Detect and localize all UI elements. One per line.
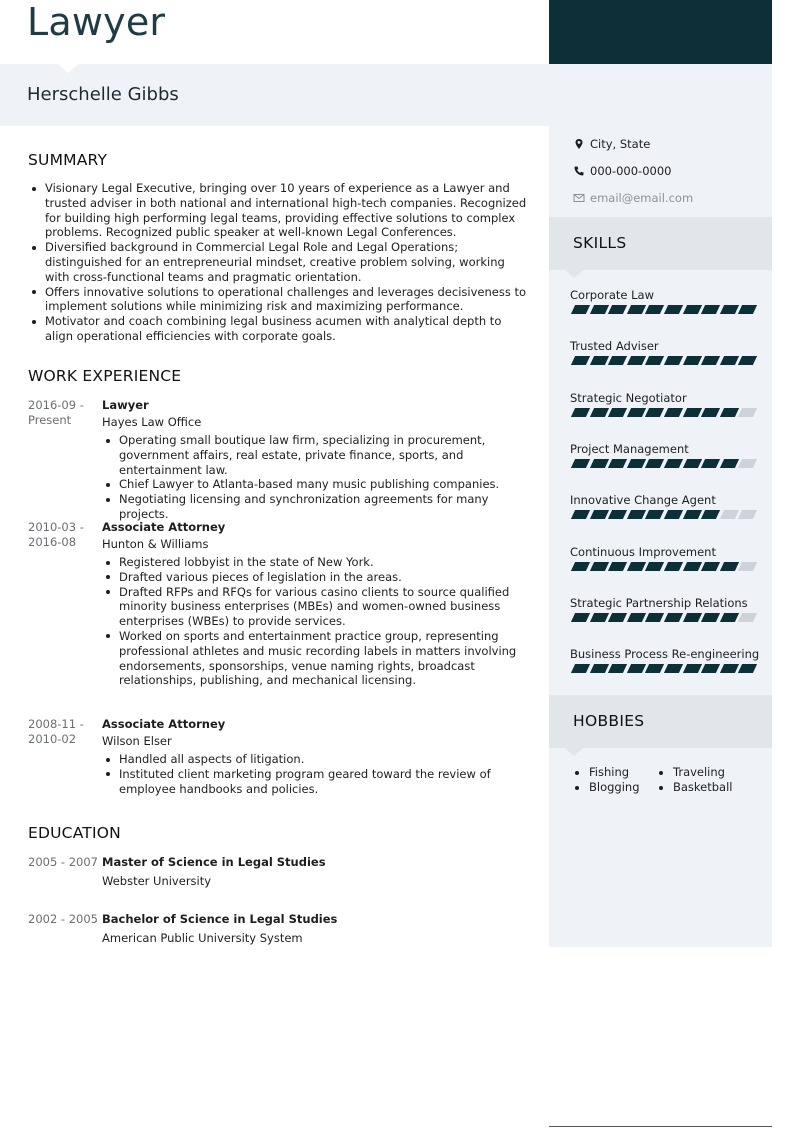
- location-text: City, State: [590, 137, 651, 151]
- skill-segment-filled: [664, 613, 683, 622]
- skill-segment-filled: [589, 510, 608, 519]
- work-bullet: Registered lobbyist in the state of New York.: [102, 555, 528, 570]
- contact-email[interactable]: [573, 191, 693, 205]
- work-experience-title: WORK EXPERIENCE: [28, 367, 182, 385]
- skills-header-notch: [565, 270, 583, 278]
- work-role: Associate Attorney: [102, 717, 226, 731]
- skill-segment-filled: [608, 408, 627, 417]
- skill-segment-filled: [645, 510, 664, 519]
- education-dates: 2002 - 2005: [28, 912, 98, 926]
- skill-segment-filled: [571, 613, 590, 622]
- skill-segment-filled: [701, 459, 720, 468]
- skill-segment-filled: [682, 562, 701, 571]
- work-bullet: Drafted RFPs and RFQs for various casino clients to source qualified minority business enterprises (MBEs) and women-owned business enterprises (WBEs) to provide services.: [102, 585, 528, 629]
- skill-segment-filled: [627, 356, 646, 365]
- name-band-notch: [58, 64, 78, 73]
- work-bullet: Instituted client marketing program geared toward the review of employee handbooks and policies.: [102, 767, 528, 797]
- work-dates: 2016-09 - Present: [28, 398, 84, 427]
- skill-item: [570, 646, 760, 673]
- hobby-item: Traveling: [657, 765, 757, 780]
- skill-segment-filled: [664, 664, 683, 673]
- skill-segment-filled: [682, 305, 701, 314]
- skill-segment-filled: [627, 305, 646, 314]
- skill-segment-filled: [645, 664, 664, 673]
- skill-segment-empty: [738, 459, 757, 468]
- skill-segment-filled: [608, 356, 627, 365]
- skill-name: Strategic Partnership Relations: [570, 595, 748, 610]
- skill-segment-filled: [682, 510, 701, 519]
- skill-level-bar: [570, 459, 760, 468]
- skill-segment-filled: [682, 613, 701, 622]
- skill-segment-filled: [589, 664, 608, 673]
- hobby-item: Blogging: [573, 780, 657, 795]
- phone-text: 000-000-0000: [590, 164, 672, 178]
- sidebar-header-block: [549, 0, 772, 64]
- skill-segment-filled: [608, 562, 627, 571]
- skill-segment-empty: [738, 408, 757, 417]
- skill-item: [570, 441, 760, 468]
- education-dates: 2005 - 2007: [28, 855, 98, 869]
- skill-segment-filled: [645, 305, 664, 314]
- work-company: Hayes Law Office: [102, 415, 202, 429]
- email-link[interactable]: email@email.com: [590, 191, 694, 205]
- skill-segment-filled: [608, 305, 627, 314]
- skills-header: [549, 217, 772, 270]
- skill-level-bar: [570, 562, 760, 571]
- hobbies-list: [573, 765, 763, 795]
- skill-segment-filled: [589, 613, 608, 622]
- sidebar-bottom-rule: [549, 1126, 772, 1127]
- skill-level-bar: [570, 305, 760, 314]
- skill-segment-filled: [627, 459, 646, 468]
- work-bullet: Negotiating licensing and synchronization agreements for many projects.: [102, 492, 528, 522]
- summary-title: SUMMARY: [28, 151, 108, 169]
- skill-segment-filled: [738, 305, 757, 314]
- contact-location: [573, 137, 650, 151]
- skill-name: Business Process Re-engineering: [570, 647, 760, 662]
- skill-name: Innovative Change Agent: [570, 493, 716, 508]
- work-bullet: Drafted various pieces of legislation in the areas.: [102, 570, 528, 585]
- hobby-item: Fishing: [573, 765, 657, 780]
- skill-item: [570, 544, 760, 571]
- skill-segment-filled: [720, 356, 739, 365]
- skill-segment-filled: [589, 356, 608, 365]
- skill-item: [570, 492, 760, 519]
- skill-item: [570, 390, 760, 417]
- hobbies-header: [549, 695, 772, 748]
- skill-segment-filled: [701, 664, 720, 673]
- skill-item: [570, 287, 760, 314]
- skill-segment-empty: [720, 510, 739, 519]
- skill-segment-filled: [701, 510, 720, 519]
- skill-segment-filled: [627, 562, 646, 571]
- skill-segment-filled: [664, 459, 683, 468]
- skill-level-bar: [570, 664, 760, 673]
- contact-phone: [573, 164, 671, 178]
- skill-segment-filled: [608, 613, 627, 622]
- candidate-name: Herschelle Gibbs: [27, 84, 179, 105]
- location-pin-icon: [573, 138, 585, 150]
- skill-segment-filled: [571, 305, 590, 314]
- work-company: Hunton & Williams: [102, 537, 209, 551]
- skill-segment-filled: [701, 562, 720, 571]
- summary-item: Motivator and coach combining legal business acumen with analytical depth to align operational efficiencies with corporate goals.: [28, 314, 528, 344]
- skill-segment-filled: [682, 664, 701, 673]
- skill-segment-filled: [571, 664, 590, 673]
- education-degree: Master of Science in Legal Studies: [102, 855, 326, 869]
- skill-segment-filled: [720, 664, 739, 673]
- skill-segment-filled: [664, 305, 683, 314]
- summary-list: [28, 181, 528, 344]
- skill-name: Strategic Negotiator: [570, 390, 687, 405]
- skill-segment-empty: [738, 562, 757, 571]
- skill-segment-filled: [627, 408, 646, 417]
- work-bullets: [102, 555, 528, 688]
- skill-segment-filled: [682, 459, 701, 468]
- summary-item: Visionary Legal Executive, bringing over 10 years of experience as a Lawyer and trusted adviser in both national and international high-tech companies. Recognized for building high performing legal teams, providing effective solutions to complex problems. Recognized public speaker at well-known Legal Conferences.: [28, 181, 528, 240]
- skill-segment-filled: [720, 408, 739, 417]
- education-degree: Bachelor of Science in Legal Studies: [102, 912, 338, 926]
- skill-item: [570, 338, 760, 365]
- skill-segment-filled: [589, 408, 608, 417]
- work-bullets: [102, 752, 528, 796]
- skill-segment-filled: [738, 664, 757, 673]
- skill-segment-filled: [589, 562, 608, 571]
- work-bullet: Handled all aspects of litigation.: [102, 752, 528, 767]
- hobbies-title: HOBBIES: [573, 712, 645, 730]
- skill-segment-filled: [645, 408, 664, 417]
- work-bullets: [102, 433, 528, 522]
- skill-segment-filled: [664, 562, 683, 571]
- skill-item: [570, 595, 760, 622]
- skill-segment-filled: [664, 408, 683, 417]
- skill-segment-filled: [571, 562, 590, 571]
- skill-segment-filled: [701, 408, 720, 417]
- skill-level-bar: [570, 356, 760, 365]
- skill-segment-filled: [682, 408, 701, 417]
- skill-name: Trusted Adviser: [570, 339, 659, 354]
- skill-level-bar: [570, 613, 760, 622]
- work-bullet: Chief Lawyer to Atlanta-based many music publishing companies.: [102, 477, 528, 492]
- skill-segment-filled: [645, 356, 664, 365]
- hobbies-header-notch: [565, 748, 583, 756]
- skill-segment-filled: [701, 613, 720, 622]
- skill-name: Project Management: [570, 441, 689, 456]
- skill-segment-filled: [720, 305, 739, 314]
- skill-segment-filled: [701, 305, 720, 314]
- name-band: [0, 64, 549, 126]
- skill-segment-filled: [589, 459, 608, 468]
- skill-level-bar: [570, 408, 760, 417]
- skill-segment-filled: [645, 562, 664, 571]
- skill-segment-filled: [608, 510, 627, 519]
- skill-name: Continuous Improvement: [570, 544, 716, 559]
- work-bullet: Operating small boutique law firm, specializing in procurement, government affairs, real estate, private finance, sports, and entertainment law.: [102, 433, 528, 477]
- skill-segment-filled: [627, 664, 646, 673]
- skill-segment-filled: [608, 459, 627, 468]
- skill-segment-filled: [571, 408, 590, 417]
- skill-segment-filled: [645, 459, 664, 468]
- education-school: American Public University System: [102, 931, 303, 945]
- skill-segment-filled: [720, 613, 739, 622]
- skill-segment-filled: [645, 613, 664, 622]
- skill-segment-filled: [738, 356, 757, 365]
- education-title: EDUCATION: [28, 824, 121, 842]
- summary-item: Offers innovative solutions to operational challenges and leverages decisiveness to implement solutions while minimizing risk and maximizing performance.: [28, 285, 528, 315]
- skill-name: Corporate Law: [570, 288, 655, 302]
- skill-segment-filled: [720, 459, 739, 468]
- skill-segment-filled: [571, 459, 590, 468]
- education-school: Webster University: [102, 874, 212, 888]
- skill-level-bar: [570, 510, 760, 519]
- work-role: Associate Attorney: [102, 520, 226, 534]
- job-title: Lawyer: [27, 0, 166, 44]
- envelope-icon: [573, 192, 585, 204]
- work-bullet: Worked on sports and entertainment practice group, representing professional athletes and music recording labels in matters involving endorsements, sponsorships, venue naming rights, broadcast relationships, publishing, and mechanical licensing.: [102, 629, 528, 688]
- work-dates: 2010-03 - 2016-08: [28, 520, 84, 549]
- skill-segment-filled: [608, 664, 627, 673]
- work-company: Wilson Elser: [102, 734, 172, 748]
- skill-segment-filled: [571, 510, 590, 519]
- skill-segment-filled: [664, 356, 683, 365]
- skill-segment-filled: [627, 510, 646, 519]
- skill-segment-filled: [664, 510, 683, 519]
- skill-segment-filled: [627, 613, 646, 622]
- skills-title: SKILLS: [573, 234, 627, 252]
- skill-segment-filled: [571, 356, 590, 365]
- hobby-item: Basketball: [657, 780, 757, 795]
- skill-segment-filled: [720, 562, 739, 571]
- phone-icon: [573, 165, 585, 177]
- summary-item: Diversified background in Commercial Legal Role and Legal Operations; distinguished for an entrepreneurial mindset, creative problem solving, working with cross-functional teams and pragmatic orientation.: [28, 240, 528, 284]
- skill-segment-filled: [701, 356, 720, 365]
- work-role: Lawyer: [102, 398, 149, 412]
- work-dates: 2008-11 - 2010-02: [28, 717, 84, 746]
- skill-segment-empty: [738, 613, 757, 622]
- skill-segment-empty: [738, 510, 757, 519]
- skill-segment-filled: [682, 356, 701, 365]
- skill-segment-filled: [589, 305, 608, 314]
